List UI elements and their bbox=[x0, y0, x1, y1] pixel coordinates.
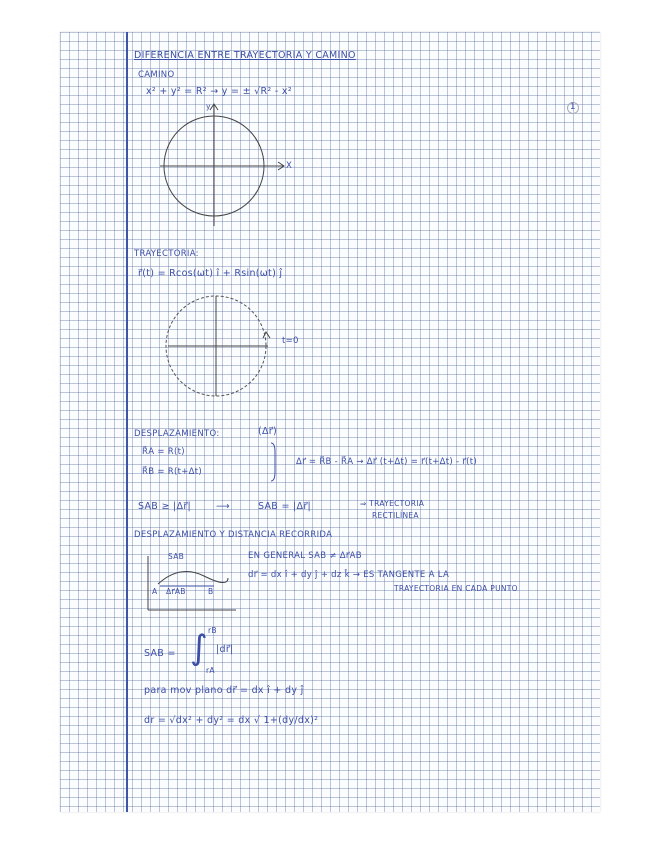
dr-line2: TRAYECTORIA EN CADA PUNTO bbox=[394, 584, 518, 593]
note-line2: RECTILÍNEA bbox=[372, 511, 419, 520]
page-title: DIFERENCIA ENTRE TRAYECTORIA Y CAMINO bbox=[134, 50, 356, 61]
graph-sab-label: SAB bbox=[168, 552, 185, 561]
ra-line: R⃗A = R(t) bbox=[142, 447, 185, 457]
camino-heading: CAMINO bbox=[138, 70, 175, 80]
graph-drab-label: Δr⃗AB bbox=[166, 587, 186, 596]
notebook-page bbox=[60, 32, 600, 812]
trayectoria-equation: r⃗(t) = Rcos(ωt) î + Rsin(ωt) ĵ bbox=[138, 268, 283, 279]
general-line: EN GENERAL SAB ≠ Δr⃗AB bbox=[248, 551, 362, 561]
t0-label: t=0 bbox=[282, 336, 299, 346]
integral-sign: ∫ bbox=[190, 628, 209, 668]
note-line1: ⇒ TRAYECTORIA bbox=[360, 499, 425, 508]
dr-line: dr⃗ = dx î + dy ĵ + dz k̂ → ES TANGENTE A LA bbox=[248, 570, 450, 580]
sab-equality: SAB = |Δr⃗| bbox=[258, 501, 312, 512]
graph-b-label: B bbox=[208, 587, 214, 596]
margin-line bbox=[126, 32, 128, 812]
sab-graph bbox=[144, 554, 240, 614]
page-number: 1 bbox=[570, 102, 576, 112]
desplazamiento-symbol: (Δr⃗) bbox=[258, 426, 278, 437]
trayectoria-circle-figure bbox=[160, 290, 300, 410]
camino-axis-x-label: X bbox=[286, 161, 293, 171]
delta-r-equation: Δr⃗ = R⃗B - R⃗A → Δr⃗ (t+Δt) = r⃗(t+Δt) - r⃗(t) bbox=[296, 457, 478, 467]
plane-line: para mov plano dr⃗ = dx î + dy ĵ bbox=[144, 685, 304, 696]
camino-equation: x² + y² = R² → y = ± √R² - x² bbox=[146, 86, 292, 97]
graph-a-label: A bbox=[152, 587, 158, 596]
rb-line: R⃗B = R(t+Δt) bbox=[142, 467, 203, 477]
final-line: dr = √dx² + dy² = dx √ 1+(dy/dx)² bbox=[144, 715, 319, 726]
path-curve bbox=[158, 572, 228, 585]
camino-axis-y-label: y bbox=[206, 102, 211, 111]
arrow-glyph: ⟶ bbox=[216, 501, 230, 512]
brace bbox=[270, 442, 276, 482]
integral-lower: rA bbox=[206, 666, 215, 675]
desplazamiento-heading: DESPLAZAMIENTO: bbox=[134, 429, 220, 439]
integral-upper: rB bbox=[208, 626, 217, 635]
camino-circle-figure bbox=[160, 98, 300, 228]
integral-lhs: SAB = bbox=[144, 648, 176, 659]
trayectoria-heading: TRAYECTORIA: bbox=[134, 249, 199, 259]
integral-body: |dr⃗| bbox=[216, 644, 234, 655]
sab-inequality: SAB ≥ |Δr⃗| bbox=[138, 501, 192, 512]
distancia-heading: DESPLAZAMIENTO Y DISTANCIA RECORRIDA bbox=[134, 530, 333, 540]
